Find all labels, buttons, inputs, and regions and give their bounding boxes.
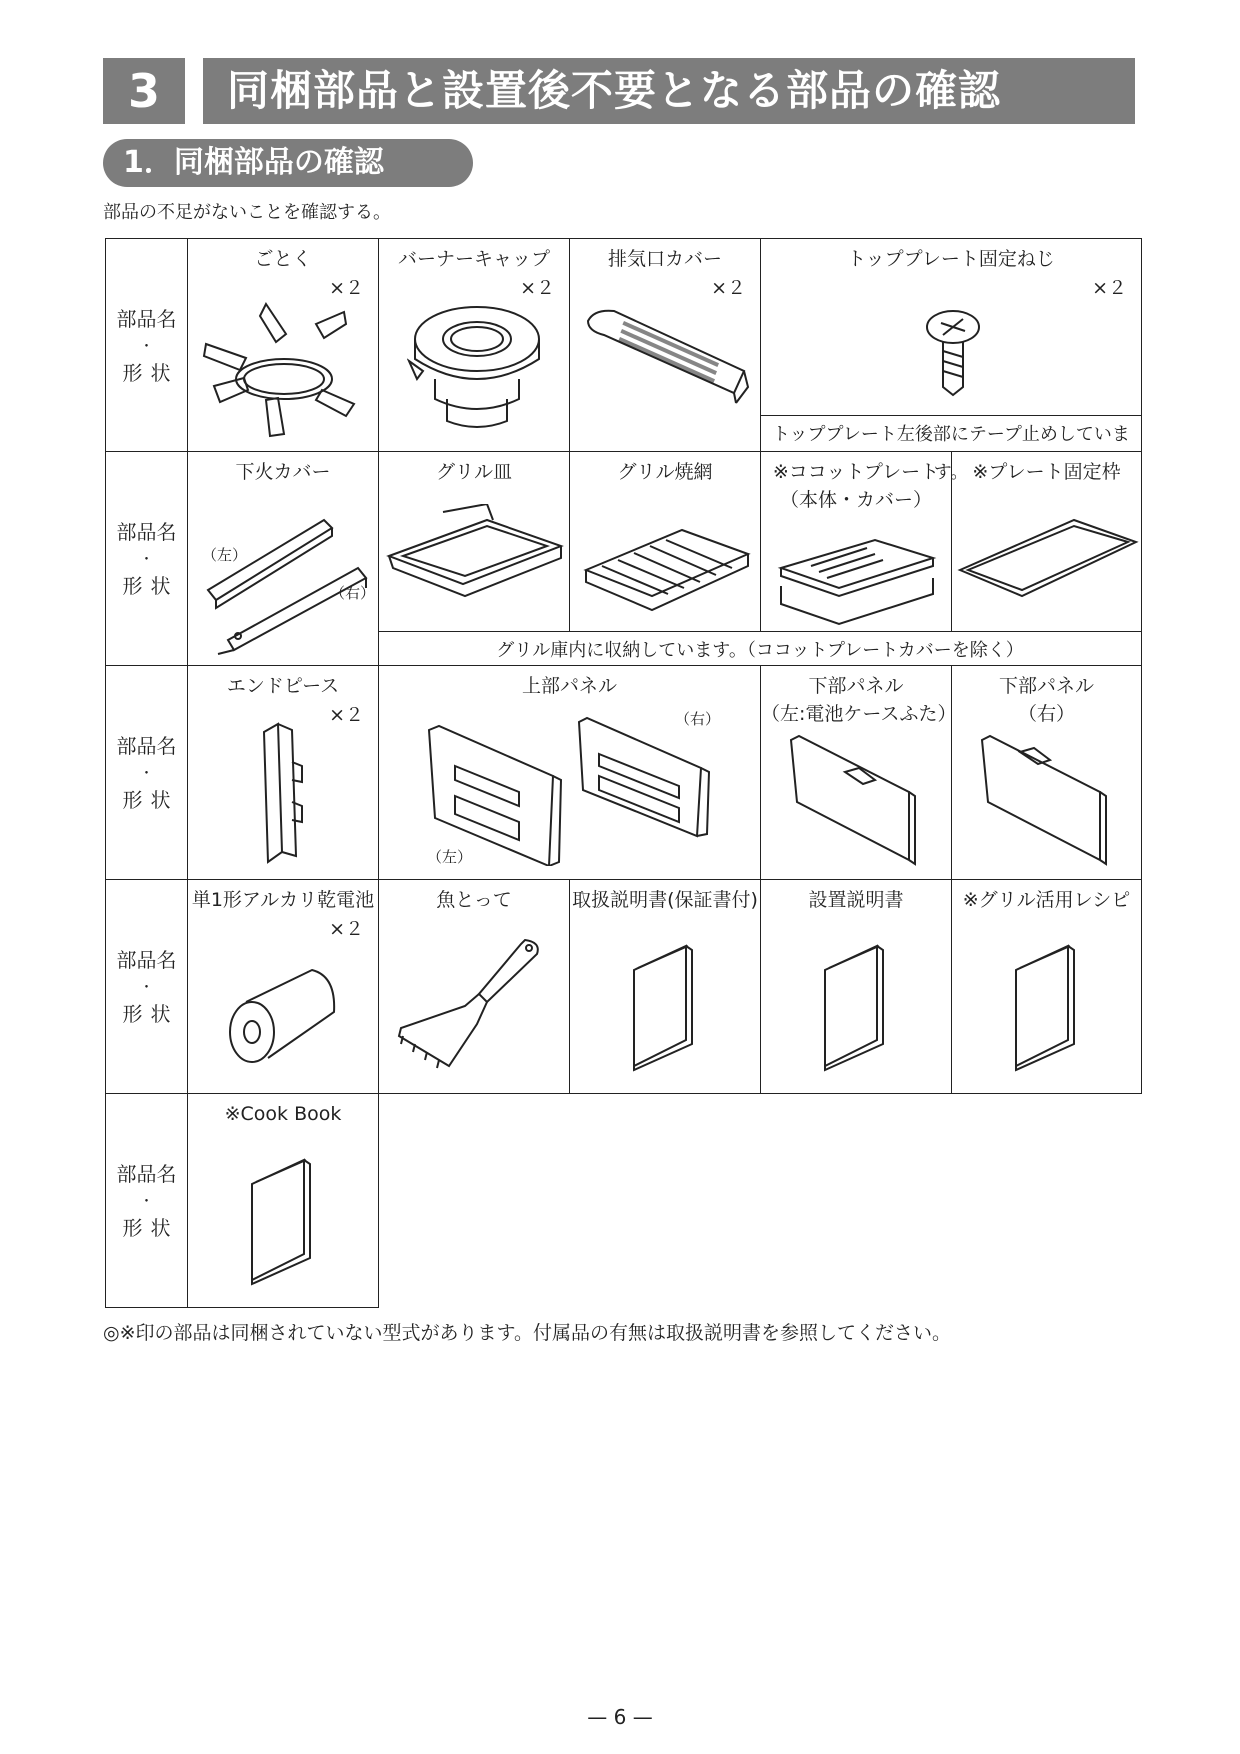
part-cell-plate-frame	[951, 451, 1142, 632]
part-cell-lower-panel-right	[951, 665, 1142, 880]
part-cell-recipe	[951, 879, 1142, 1094]
part-qty: ×２	[329, 277, 364, 299]
part-name: 取扱説明書(保証書付)	[572, 889, 758, 911]
section-header	[103, 58, 1135, 124]
right-label: （右）	[675, 710, 721, 728]
row-label-name: 部品名	[116, 734, 177, 758]
part-name-line1: 下部パネル	[998, 675, 1094, 697]
installation-book-icon	[821, 942, 901, 1072]
part-cell-end-piece	[187, 665, 379, 880]
part-cell-burner-cap	[378, 238, 570, 452]
part-qty: ×２	[329, 918, 364, 940]
lower-panel-left-icon	[789, 732, 919, 872]
right-label: （右）	[330, 584, 376, 602]
grill-grate-icon	[578, 510, 756, 620]
cocotte-plate-icon	[775, 534, 939, 629]
part-name: ※プレート固定枠	[972, 461, 1121, 483]
part-name: エンドピース	[226, 675, 340, 697]
upper-panel-icon	[419, 716, 719, 866]
part-name: 単1形アルカリ乾電池	[191, 889, 375, 911]
part-cell-fish-turner	[378, 879, 570, 1094]
part-name-line2: （右）	[1017, 703, 1075, 725]
row-label-2	[105, 451, 188, 666]
part-cell-lower-fire-cover	[187, 451, 379, 666]
row-label-name: 部品名	[116, 520, 177, 544]
section-number: 3	[103, 58, 185, 124]
part-name: ※グリル活用レシピ	[962, 889, 1131, 911]
note-top-plate: トッププレート左後部にテープ止めしています。	[760, 415, 1142, 452]
left-label: （左）	[202, 546, 248, 564]
burner-cap-icon	[407, 299, 547, 439]
grill-tray-icon	[383, 504, 567, 614]
part-cell-screw	[760, 238, 1142, 416]
part-cell-cocotte-plate	[760, 451, 952, 632]
part-qty: ×２	[711, 277, 746, 299]
fish-turner-icon	[395, 936, 555, 1086]
row-label-dot: ・	[139, 766, 154, 782]
intro-text: 部品の不足がないことを確認する。	[103, 202, 391, 223]
row-label-shape: 形状	[122, 574, 179, 598]
row-label-dot: ・	[139, 1194, 154, 1210]
row-label-name: 部品名	[116, 307, 177, 331]
footnote: ◎※印の部品は同梱されていない型式があります。付属品の有無は取扱説明書を参照してください。	[103, 1322, 951, 1344]
row-label-1	[105, 238, 188, 452]
part-name-line1: ※ココットプレート	[772, 461, 940, 483]
row-label-shape: 形状	[122, 1002, 179, 1026]
exhaust-cover-icon	[584, 301, 754, 411]
row-label-dot: ・	[139, 980, 154, 996]
part-name: バーナーキャップ	[397, 248, 550, 270]
recipe-book-icon	[1012, 942, 1092, 1072]
part-cell-battery	[187, 879, 379, 1094]
row-label-name: 部品名	[116, 948, 177, 972]
row-label-name: 部品名	[116, 1162, 177, 1186]
battery-icon	[224, 960, 344, 1070]
row-label-4	[105, 879, 188, 1094]
part-name-line2: （本体・カバー）	[779, 489, 932, 511]
lower-panel-right-icon	[980, 732, 1110, 872]
row-label-5	[105, 1093, 188, 1308]
lower-fire-cover-icon	[198, 508, 376, 658]
row-label-shape: 形状	[122, 1216, 179, 1240]
cook-book-icon	[248, 1156, 328, 1286]
part-name: 設置説明書	[808, 889, 904, 911]
part-cell-exhaust-cover	[569, 238, 761, 452]
part-name: 魚とって	[436, 889, 512, 911]
part-cell-grill-tray	[378, 451, 570, 632]
part-name-line1: 下部パネル	[808, 675, 904, 697]
row-label-shape: 形状	[122, 361, 179, 385]
part-name: ごとく	[254, 248, 312, 270]
part-cell-gotoku	[187, 238, 379, 452]
section-title: 同梱部品と設置後不要となる部品の確認	[203, 58, 1135, 124]
page-number: — 6 —	[587, 1705, 653, 1729]
end-piece-icon	[258, 722, 308, 872]
left-label: （左）	[427, 848, 473, 866]
subsection-title: 1．同梱部品の確認	[103, 139, 473, 187]
part-cell-installation-manual	[760, 879, 952, 1094]
part-name-line2: （左:電池ケースふた）	[761, 703, 957, 725]
part-qty: ×２	[520, 277, 555, 299]
note-grill: グリル庫内に収納しています。（ココットプレートカバーを除く）	[378, 631, 1142, 666]
row-label-3	[105, 665, 188, 880]
row-label-dot: ・	[139, 552, 154, 568]
part-name	[952, 672, 1141, 728]
part-cell-grill-grate	[569, 451, 761, 632]
part-qty: ×２	[329, 704, 364, 726]
part-name	[761, 458, 951, 514]
part-name: トッププレート固定ねじ	[847, 248, 1055, 270]
plate-frame-icon	[956, 508, 1140, 608]
part-cell-manual	[569, 879, 761, 1094]
part-name: 排気口カバー	[607, 248, 722, 270]
row-label-dot: ・	[139, 339, 154, 355]
part-cell-cook-book	[187, 1093, 379, 1308]
part-name: グリル焼網	[617, 461, 713, 483]
part-qty: ×２	[1092, 277, 1127, 299]
manual-book-icon	[630, 942, 710, 1072]
part-cell-upper-panel	[378, 665, 761, 880]
gotoku-icon	[196, 294, 366, 444]
row-label-shape: 形状	[122, 788, 179, 812]
part-name: 下火カバー	[235, 461, 331, 483]
part-name: グリル皿	[435, 461, 512, 483]
part-name: ※Cook Book	[224, 1103, 342, 1125]
part-name: 上部パネル	[521, 675, 617, 697]
part-cell-lower-panel-left	[760, 665, 957, 880]
screw-icon	[923, 307, 983, 397]
part-name	[761, 672, 957, 728]
